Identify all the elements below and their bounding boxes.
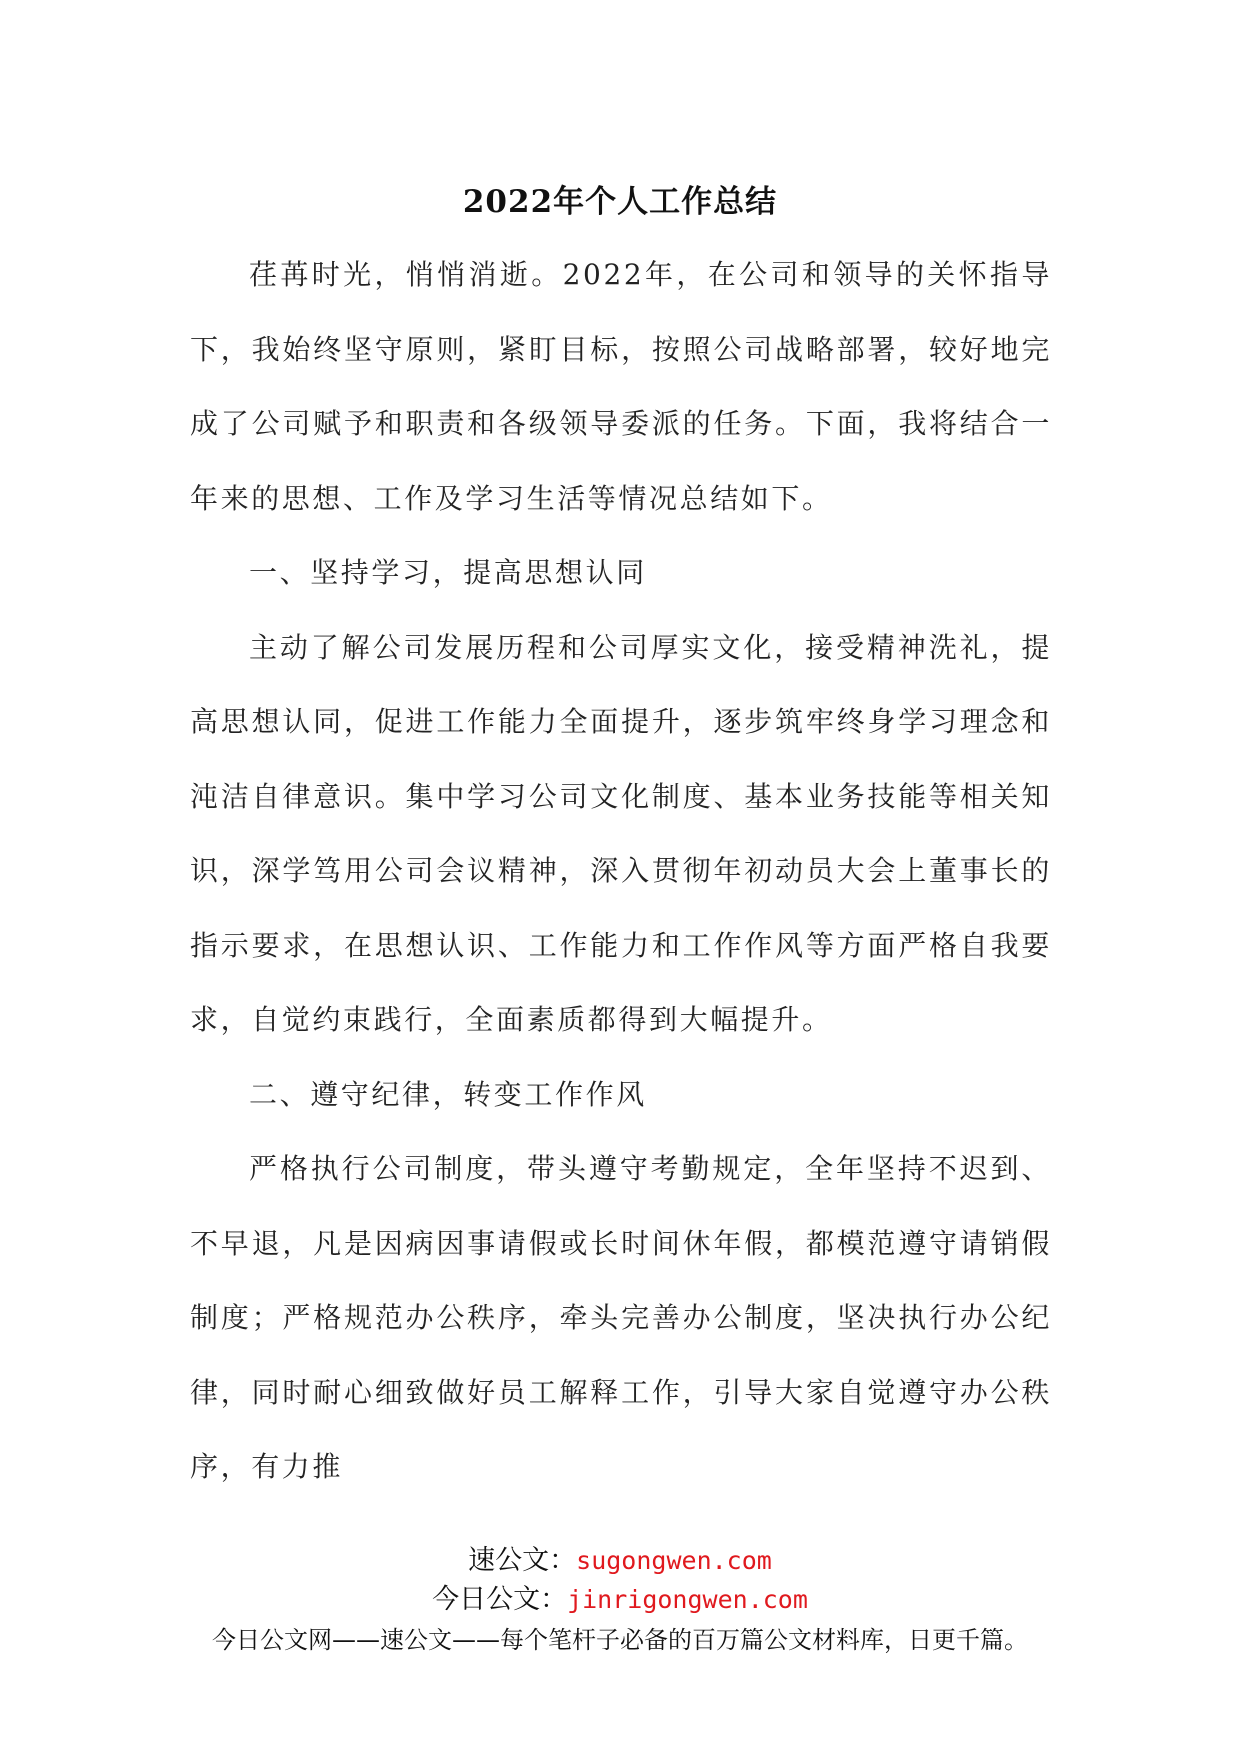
section-heading-1: 一、坚持学习，提高思想认同 (249, 556, 647, 589)
section-1-paragraph: 主动了解公司发展历程和公司厚实文化，接受精神洗礼，提高思想认同，促进工作能力全面提升，逐步筑牢终身学习理念和沌洁自律意识。集中学习公司文化制度、基本业务技能等相关知识，深学笃用公司会议精神，深入贯彻年初动员大会上董事长的指示要求，在思想认识、工作能力和工作作风等方面严格自我要求，自觉约束践行，全面素质都得到大幅提升。 (190, 630, 1052, 1036)
intro-paragraph: 荏苒时光，悄悄消逝。2022年，在公司和领导的关怀指导下，我始终坚守原则，紧盯目标，按照公司战略部署，较好地完成了公司赋予和职责和各级领导委派的任务。下面，我将结合一年来的思想、工作及学习生活等情况总结如下。 (190, 258, 1052, 515)
footer-jinrigongwen-label: 今日公文： (432, 1584, 568, 1615)
footer-sugongwen-link[interactable]: sugongwen.com (576, 1546, 772, 1575)
footer-sugongwen (0, 1538, 1240, 1577)
section-2-paragraph: 严格执行公司制度，带头遵守考勤规定，全年坚持不迟到、不早退，凡是因病因事请假或长时间休年假，都模范遵守请销假制度；严格规范办公秩序，牵头完善办公制度，坚决执行办公纪律，同时耐心细致做好员工解释工作，引导大家自觉遵守办公秩序，有力推 (190, 1152, 1052, 1483)
section-heading-2: 二、遵守纪律，转变工作作风 (249, 1077, 647, 1111)
footer-sugongwen-label: 速公文： (468, 1545, 577, 1576)
document-body (190, 238, 1052, 1505)
footer-jinrigongwen (0, 1577, 1240, 1616)
footer-jinrigongwen-link[interactable]: jinrigongwen.com (567, 1585, 808, 1614)
footer-tagline: 今日公文网——速公文——每个笔杆子必备的百万篇公文材料库，日更千篇。 (212, 1626, 1028, 1654)
document-title: 2022年个人工作总结 (462, 184, 778, 220)
